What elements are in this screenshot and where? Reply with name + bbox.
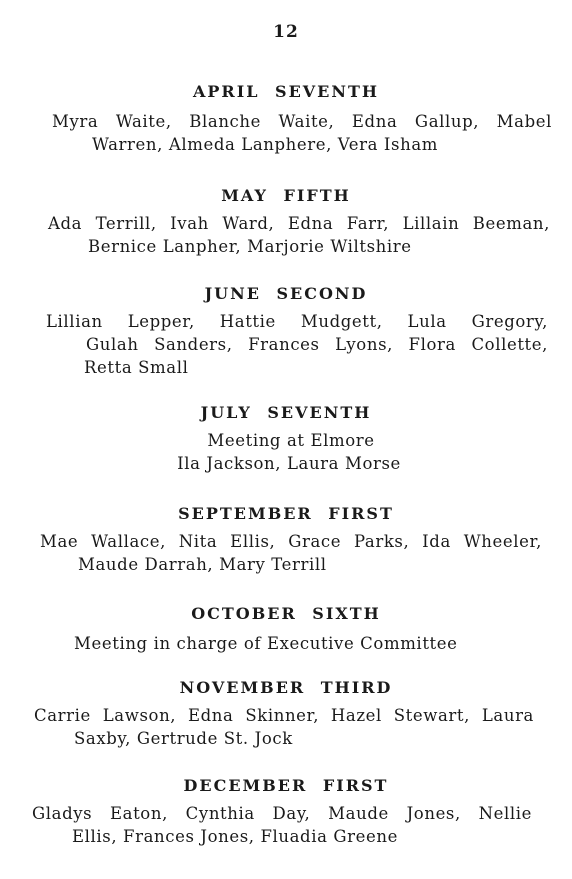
- meeting-heading: OCTOBER SIXTH: [191, 604, 381, 623]
- meeting-may: [0, 186, 572, 258]
- meeting-july: [0, 403, 572, 475]
- meeting-heading: SEPTEMBER FIRST: [178, 504, 394, 523]
- member-names-line: Ada Terrill, Ivah Ward, Edna Farr, Lillain Beeman,: [48, 214, 550, 233]
- meeting-heading: NOVEMBER THIRD: [179, 678, 393, 697]
- member-names-line: Gladys Eaton, Cynthia Day, Maude Jones, Nellie: [32, 804, 532, 823]
- meeting-october: [0, 604, 572, 655]
- member-names-line: Maude Darrah, Mary Terrill: [78, 555, 327, 574]
- meeting-note: Meeting in charge of Executive Committee: [74, 634, 458, 653]
- page-number: 12: [273, 22, 299, 42]
- meeting-heading: JULY SEVENTH: [200, 403, 372, 422]
- meeting-note: Meeting at Elmore: [207, 431, 375, 450]
- meeting-april: [0, 82, 572, 156]
- meeting-june: [0, 284, 572, 379]
- member-names-line: Gulah Sanders, Frances Lyons, Flora Collette,: [86, 335, 548, 354]
- member-names-line: Ila Jackson, Laura Morse: [177, 454, 401, 473]
- member-names-line: Bernice Lanpher, Marjorie Wiltshire: [88, 237, 412, 256]
- member-names-line: Mae Wallace, Nita Ellis, Grace Parks, Ida Wheeler,: [40, 532, 542, 551]
- member-names-line: Lillian Lepper, Hattie Mudgett, Lula Gregory,: [46, 312, 548, 331]
- member-names-line: Warren, Almeda Lanphere, Vera Isham: [92, 135, 439, 154]
- member-names-line: Saxby, Gertrude St. Jock: [74, 729, 293, 748]
- member-names-line: Myra Waite, Blanche Waite, Edna Gallup, Mabel: [52, 112, 552, 131]
- meeting-december: [0, 776, 572, 848]
- meeting-heading: JUNE SECOND: [204, 284, 368, 303]
- meeting-heading: DECEMBER FIRST: [183, 776, 389, 795]
- meeting-september: [0, 504, 572, 576]
- meeting-november: [0, 678, 572, 750]
- meeting-heading: APRIL SEVENTH: [192, 82, 380, 101]
- meeting-heading: MAY FIFTH: [221, 186, 351, 205]
- member-names-line: Retta Small: [84, 358, 189, 377]
- member-names-line: Carrie Lawson, Edna Skinner, Hazel Stewart, Laura: [34, 706, 534, 725]
- member-names-line: Ellis, Frances Jones, Fluadia Greene: [72, 827, 398, 846]
